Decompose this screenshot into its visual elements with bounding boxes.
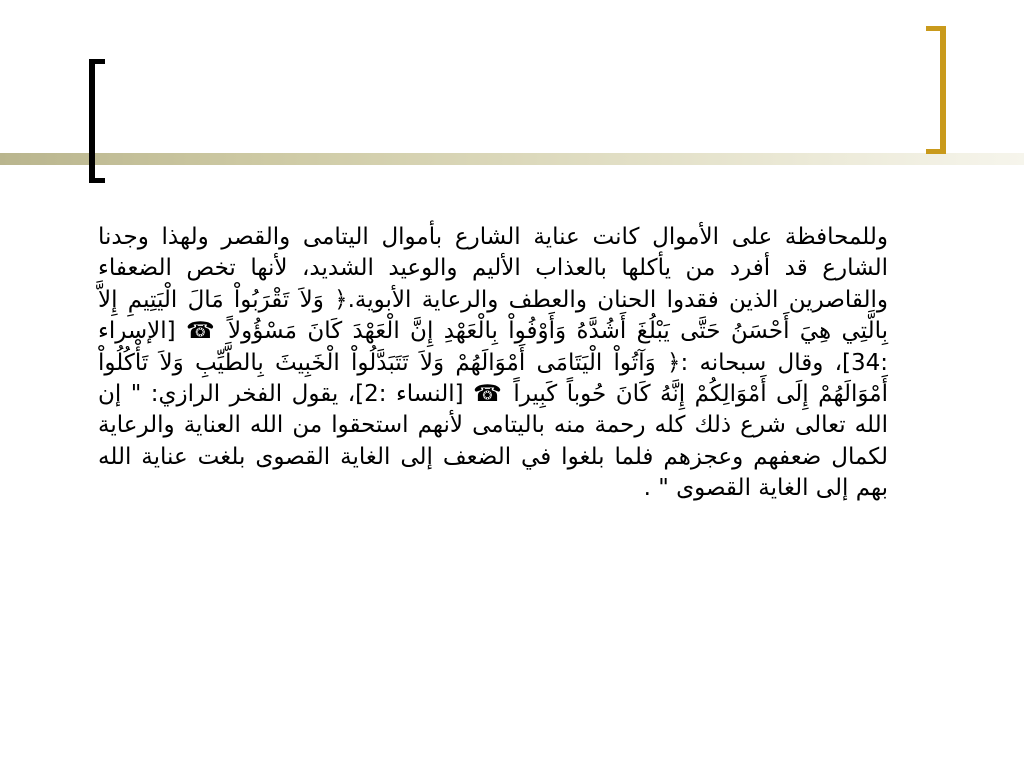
- body-paragraph: وللمحافظة على الأموال كانت عناية الشارع بأموال اليتامى والقصر ولهذا وجدنا الشارع قد أفرد من يأكلها بالعذاب الأليم والوعيد الشديد، لأنها تخص الضعفاء والقاصرين الذين فقدوا الحنان والعطف والرعاية الأبوية.﴿ وَلاَ تَقْرَبُواْ مَالَ الْيَتِيمِ إِلاَّ بِالَّتِي هِيَ أَحْسَنُ حَتَّى يَبْلُغَ أَشُدَّهُ وَأَوْفُواْ بِالْعَهْدِ إِنَّ الْعَهْدَ كَانَ مَسْؤُولاً ☎ [الإسراء :34]، وقال سبحانه :﴿ وَآتُواْ الْيَتَامَى أَمْوَالَهُمْ وَلاَ تَتَبَدَّلُواْ الْخَبِيثَ بِالطَّيِّبِ وَلاَ تَأْكُلُواْ أَمْوَالَهُمْ إِلَى أَمْوَالِكُمْ إِنَّهُ كَانَ حُوباً كَبِيراً ☎ [النساء :2]، يقول الفخر الرازي: " إن الله تعالى شرع ذلك كله رحمة منه باليتامى لأنهم استحقوا من الله العناية والرعاية لكمال ضعفهم وعجزهم فلما بلغوا في الضعف إلى الغاية القصوى بلغت عناية الله بهم إلى الغاية القصوى " .: [98, 224, 888, 502]
- divider-line: [0, 153, 1024, 165]
- right-bracket-decoration: [926, 26, 946, 154]
- body-text-block: [98, 222, 888, 505]
- left-bracket-decoration: [89, 59, 105, 183]
